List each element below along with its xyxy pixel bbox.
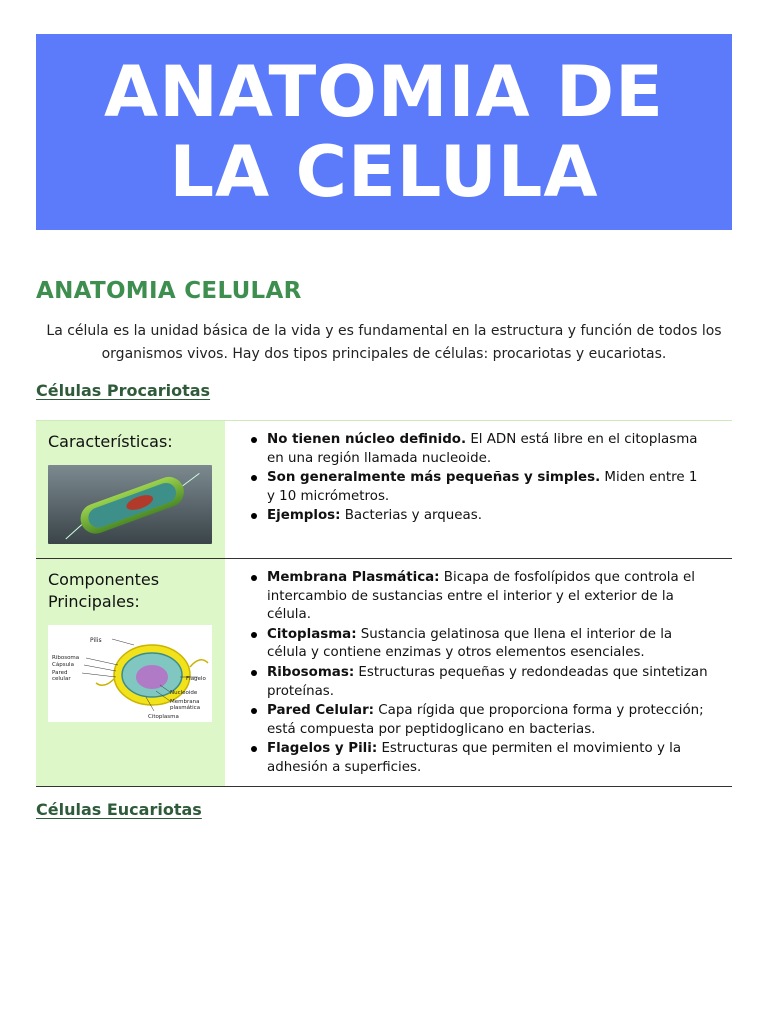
row-content-cell [225,421,732,558]
list-item: Ribosomas: Estructuras pequeñas y redondeadas que sintetizan proteínas. [251,664,708,701]
title-line-2: LA CELULA [169,131,599,213]
row-content-cell [225,559,732,786]
row-label-cell [36,559,225,786]
eukaryotes-heading: Células Eucariotas [36,800,202,819]
table-row-characteristics [36,421,732,559]
bacteria-3d-image [48,465,212,544]
components-list [251,569,708,778]
list-item: Flagelos y Pili: Estructuras que permiten el movimiento y la adhesión a superficies. [251,740,708,777]
diagram-label: Membrana [170,699,200,705]
title-line-1: ANATOMIA DE [104,51,664,133]
diagram-label: Nucleoide [170,690,198,696]
diagram-label: Ribosoma [52,655,80,661]
characteristics-list [251,431,708,526]
intro-paragraph: La célula es la unidad básica de la vida y es fundamental en la estructura y función de todos los organismos vivos. Hay dos tipos principales de células: procariotas y eucariotas. [46,323,722,362]
title-banner [36,34,732,230]
row-label: Componentes Principales: [48,570,160,611]
prokaryotes-table [36,420,732,787]
diagram-label: Pilis [90,637,102,644]
diagram-label: Pared [52,670,68,676]
section-title: ANATOMIA CELULAR [36,278,302,304]
list-item: Citoplasma: Sustancia gelatinosa que llena el interior de la célula y contiene enzimas y otros elementos esenciales. [251,626,708,663]
diagram-label: Cápsula [52,662,74,668]
list-item: Membrana Plasmática: Bicapa de fosfolípidos que controla el intercambio de sustancias entre el interior y el exterior de la célula. [251,569,708,625]
table-row-components [36,559,732,787]
diagram-label: Flagelo [186,676,206,682]
row-label-cell [36,421,225,558]
bacteria-diagram-image [48,625,212,722]
row-label: Características: [48,432,173,451]
diagram-label: celular [52,676,71,682]
page-title [104,52,664,212]
diagram-label: Citoplasma [148,714,179,720]
list-item: Pared Celular: Capa rígida que proporciona forma y protección; está compuesta por peptidoglicano en bacterias. [251,702,708,739]
list-item: No tienen núcleo definido. El ADN está libre en el citoplasma en una región llamada nucleoide. [251,431,708,468]
diagram-label: plasmática [170,705,201,711]
list-item: Son generalmente más pequeñas y simples. Miden entre 1 y 10 micrómetros. [251,469,708,506]
prokaryotes-heading: Células Procariotas [36,381,211,400]
list-item: Ejemplos: Bacterias y arqueas. [251,507,708,526]
